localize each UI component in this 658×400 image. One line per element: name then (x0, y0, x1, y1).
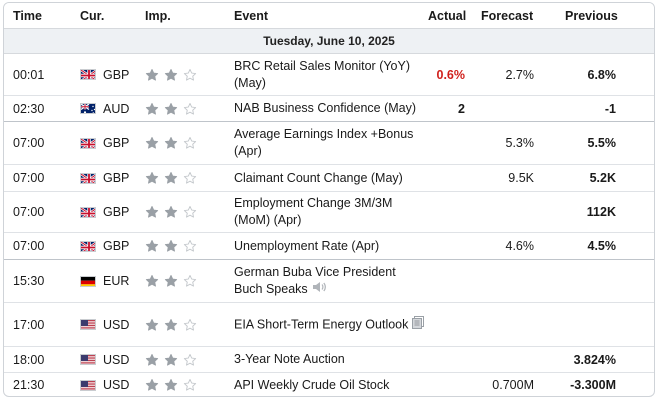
star-filled-icon (145, 274, 159, 288)
previous-value: 6.8% (587, 67, 616, 82)
currency (80, 165, 129, 191)
actual-value (424, 165, 465, 191)
previous-value (549, 303, 616, 346)
currency-code: EUR (103, 274, 130, 288)
previous-value: 5.2K (589, 171, 616, 185)
star-filled-icon (145, 102, 159, 116)
event-time: 18:00 (13, 352, 45, 367)
header-actual[interactable]: Actual (428, 9, 467, 23)
star-filled-icon (145, 205, 159, 219)
header-time[interactable]: Time (13, 9, 42, 23)
previous-value: 4.5% (587, 239, 616, 253)
star-empty-icon (183, 205, 197, 219)
forecast-value: 2.7% (505, 67, 534, 82)
actual-value (424, 260, 465, 302)
de-flag-icon (80, 276, 96, 287)
event-label[interactable]: Unemployment Rate (Apr) (234, 238, 380, 253)
table-row[interactable] (4, 260, 654, 303)
event-name[interactable] (234, 373, 426, 397)
currency (80, 303, 129, 346)
event-label[interactable]: NAB Business Confidence (May) (234, 101, 417, 115)
table-row[interactable] (4, 96, 654, 122)
actual-value (424, 192, 465, 232)
importance-stars (145, 192, 197, 232)
currency-code: GBP (103, 67, 130, 82)
star-filled-icon (164, 353, 178, 367)
header-currency[interactable]: Cur. (80, 9, 105, 23)
forecast-value (474, 347, 534, 372)
table-row[interactable] (4, 165, 654, 192)
gb-flag-icon (80, 207, 96, 218)
currency (80, 233, 129, 259)
gb-flag-icon (80, 138, 96, 149)
report-icon[interactable] (412, 316, 424, 334)
importance-stars (145, 165, 197, 191)
event-time: 07:00 (13, 136, 45, 150)
table-row[interactable] (4, 122, 654, 165)
importance-stars (145, 303, 197, 346)
star-filled-icon (164, 239, 178, 253)
star-filled-icon (145, 136, 159, 150)
importance-stars (145, 260, 197, 302)
importance-stars (145, 233, 197, 259)
star-empty-icon (183, 102, 197, 116)
star-filled-icon (164, 68, 178, 82)
actual-value (424, 347, 465, 372)
forecast-value (474, 303, 534, 346)
currency (80, 54, 129, 95)
table-header (4, 3, 654, 29)
star-filled-icon (145, 378, 159, 392)
importance-stars (145, 373, 197, 397)
table-row[interactable] (4, 303, 654, 347)
event-name[interactable] (234, 122, 426, 164)
forecast-value (474, 260, 534, 302)
actual-value (424, 303, 465, 346)
star-filled-icon (145, 68, 159, 82)
star-filled-icon (164, 205, 178, 219)
event-time: 17:00 (13, 317, 45, 332)
event-label[interactable]: Average Earnings Index +Bonus (Apr) (234, 127, 414, 158)
currency-code: GBP (103, 136, 130, 150)
actual-value: 2 (458, 101, 465, 116)
importance-stars (145, 54, 197, 95)
event-label[interactable]: 3-Year Note Auction (234, 352, 345, 366)
actual-value (424, 373, 465, 397)
event-name[interactable] (234, 303, 426, 346)
actual-value (424, 233, 465, 259)
currency-code: GBP (103, 239, 130, 253)
event-label[interactable]: BRC Retail Sales Monitor (YoY) (May) (234, 58, 410, 90)
currency-code: USD (103, 317, 130, 332)
event-name[interactable] (234, 165, 426, 191)
us-flag-icon (80, 380, 96, 391)
forecast-value (474, 96, 534, 121)
star-empty-icon (183, 136, 197, 150)
previous-value: 112K (586, 205, 616, 219)
star-filled-icon (145, 239, 159, 253)
star-filled-icon (164, 274, 178, 288)
forecast-value: 9.5K (508, 171, 534, 185)
event-time: 07:00 (13, 205, 45, 219)
star-filled-icon (145, 318, 159, 332)
currency-code: GBP (103, 205, 130, 219)
importance-stars (145, 96, 197, 121)
currency-code: USD (103, 352, 130, 367)
star-empty-icon (183, 318, 197, 332)
gb-flag-icon (80, 241, 96, 252)
previous-value: -3.300M (570, 378, 616, 392)
currency (80, 192, 129, 232)
event-name[interactable] (234, 260, 426, 302)
event-time: 07:00 (13, 171, 45, 185)
au-flag-icon (80, 103, 96, 114)
speaker-icon[interactable] (312, 281, 326, 298)
currency (80, 260, 129, 302)
star-filled-icon (164, 102, 178, 116)
star-filled-icon (145, 353, 159, 367)
table-row[interactable] (4, 347, 654, 373)
event-name[interactable] (234, 192, 426, 232)
table-row[interactable] (4, 373, 654, 397)
previous-value: -1 (604, 101, 616, 116)
currency-code: AUD (103, 101, 130, 116)
event-time: 21:30 (13, 378, 45, 392)
event-name[interactable] (234, 96, 426, 121)
currency (80, 347, 129, 372)
event-time: 15:30 (13, 274, 45, 288)
star-empty-icon (183, 378, 197, 392)
forecast-value: 4.6% (505, 239, 534, 253)
star-filled-icon (164, 378, 178, 392)
table-row[interactable] (4, 233, 654, 260)
forecast-value: 0.700M (492, 378, 534, 392)
previous-value: 3.824% (573, 352, 616, 367)
us-flag-icon (80, 354, 96, 365)
event-label[interactable]: API Weekly Crude Oil Stock (234, 377, 390, 392)
event-name[interactable] (234, 347, 426, 372)
star-empty-icon (183, 353, 197, 367)
gb-flag-icon (80, 69, 96, 80)
event-label[interactable]: EIA Short-Term Energy Outlook (234, 316, 409, 331)
star-filled-icon (164, 171, 178, 185)
date-group-header: Tuesday, June 10, 2025 (4, 29, 654, 54)
star-empty-icon (183, 171, 197, 185)
event-label[interactable]: German Buba Vice President Buch Speaks (234, 264, 396, 296)
us-flag-icon (80, 319, 96, 330)
star-empty-icon (183, 239, 197, 253)
star-filled-icon (164, 318, 178, 332)
star-filled-icon (145, 171, 159, 185)
header-forecast[interactable]: Forecast (481, 9, 534, 23)
actual-value: 0.6% (436, 67, 465, 82)
currency-code: GBP (103, 171, 130, 185)
table-row[interactable] (4, 54, 654, 96)
event-name[interactable] (234, 54, 426, 95)
forecast-value (474, 192, 534, 232)
previous-value (549, 260, 616, 302)
event-label[interactable]: Employment Change 3M/3M (MoM) (Apr) (234, 196, 393, 227)
header-event[interactable]: Event (234, 9, 269, 23)
currency (80, 96, 129, 121)
event-time: 00:01 (13, 67, 45, 82)
previous-value: 5.5% (587, 136, 616, 150)
currency (80, 373, 129, 397)
table-row[interactable] (4, 192, 654, 233)
importance-stars (145, 122, 197, 164)
star-empty-icon (183, 68, 197, 82)
forecast-value: 5.3% (505, 136, 534, 150)
event-time: 07:00 (13, 239, 45, 253)
event-time: 02:30 (13, 101, 45, 116)
header-previous[interactable]: Previous (565, 9, 618, 23)
economic-calendar (3, 2, 655, 397)
star-empty-icon (183, 274, 197, 288)
header-importance[interactable]: Imp. (145, 9, 171, 23)
event-name[interactable] (234, 233, 426, 259)
currency-code: USD (103, 378, 130, 392)
importance-stars (145, 347, 197, 372)
event-label[interactable]: Claimant Count Change (May) (234, 170, 403, 185)
actual-value (424, 122, 465, 164)
star-filled-icon (164, 136, 178, 150)
gb-flag-icon (80, 173, 96, 184)
currency (80, 122, 129, 164)
